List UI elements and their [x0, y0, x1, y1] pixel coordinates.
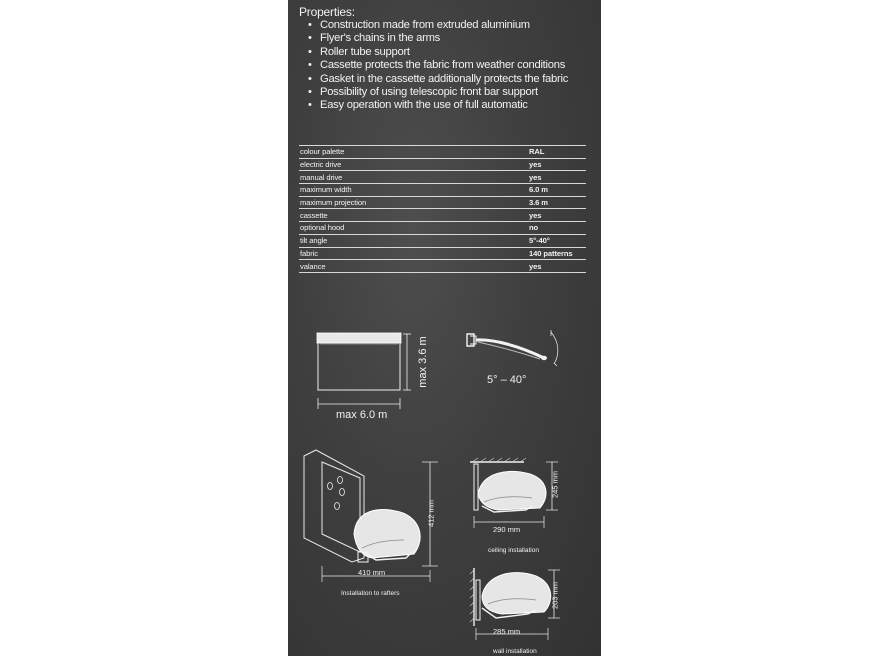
spec-table [299, 145, 586, 273]
spec-label: optional hood [299, 222, 528, 235]
spec-label: cassette [299, 209, 528, 222]
spec-label: fabric [299, 247, 528, 260]
wall-height-label: 203 mm [550, 581, 560, 610]
table-row [299, 260, 586, 273]
table-row [299, 209, 586, 222]
rafters-width-label: 410 mm [358, 568, 386, 577]
spec-label: maximum width [299, 184, 528, 197]
table-row [299, 158, 586, 171]
spec-value: no [528, 222, 586, 235]
spec-label: maximum projection [299, 196, 528, 209]
property-item: • Construction made from extruded aluminium [306, 19, 568, 32]
ceiling-caption: ceiling installation [488, 547, 539, 554]
table-row [299, 146, 586, 159]
rafters-caption: Installation to rafters [341, 590, 400, 597]
spec-value: RAL [528, 146, 586, 159]
property-item: • Possibility of using telescopic front bar support [306, 86, 568, 99]
spec-value: 3.6 m [528, 196, 586, 209]
ceiling-height-label: 245 mm [550, 470, 560, 499]
spec-value: 6.0 m [528, 184, 586, 197]
wall-caption: wall installation [493, 648, 537, 655]
properties-list [306, 19, 568, 113]
spec-value: 5°-40° [528, 234, 586, 247]
table-row [299, 247, 586, 260]
wall-width-label: 285 mm [493, 627, 521, 636]
table-row [299, 171, 586, 184]
property-item: • Gasket in the cassette additionally protects the fabric [306, 73, 568, 86]
spec-value: yes [528, 171, 586, 184]
spec-value: yes [528, 158, 586, 171]
tilt-side-diagram [464, 330, 564, 375]
spec-label: tilt angle [299, 234, 528, 247]
spec-label: colour palette [299, 146, 528, 159]
spec-value: yes [528, 260, 586, 273]
spec-value: yes [528, 209, 586, 222]
rafters-height-label: 412 mm [426, 499, 436, 528]
property-item: • Flyer's chains in the arms [306, 32, 568, 45]
spec-value: 140 patterns [528, 247, 586, 260]
spec-label: electric drive [299, 158, 528, 171]
max-projection-label: max 3.6 m [417, 336, 429, 388]
spec-label: valance [299, 260, 528, 273]
spec-label: manual drive [299, 171, 528, 184]
table-row [299, 196, 586, 209]
ceiling-width-label: 290 mm [493, 525, 521, 534]
max-width-label: max 6.0 m [336, 409, 388, 421]
property-item: • Cassette protects the fabric from weather conditions [306, 59, 568, 72]
tilt-angle-label: 5° – 40° [487, 374, 527, 386]
property-item: • Roller tube support [306, 46, 568, 59]
table-row [299, 184, 586, 197]
product-sheet-panel [288, 0, 601, 656]
front-view-diagram [314, 330, 414, 410]
properties-title: Properties: [299, 5, 355, 19]
table-row [299, 222, 586, 235]
property-item: • Easy operation with the use of full automatic [306, 99, 568, 112]
table-row [299, 234, 586, 247]
